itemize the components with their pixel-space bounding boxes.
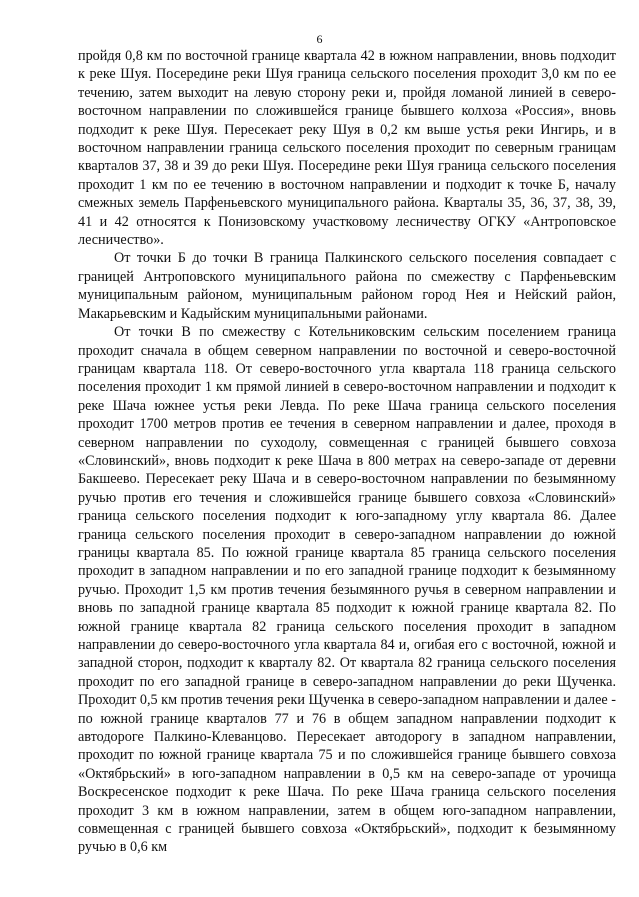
paragraph-continuation: пройдя 0,8 км по восточной границе квартала 42 в южном направлении, вновь подходит к реке Шуя. Посередине реки Шуя граница сельского поселения проходит 3,0 км по ее течению, затем выходит на левую сторону реки и, пройдя ломаной линией в северо-восточном направлении по сложившейся границе бывшего колхоза «Россия», вновь подходит к реке Шуя. Пересекает реку Шуя в 0,2 км выше устья реки Ингирь, и в восточном направлении граница сельского поселения проходит по северным границам кварталов 37, 38 и 39 до реки Шуя. Посередине реки Шуя граница сельского поселения проходит 1 км по ее течению в восточном направлении и подходит к точке Б, началу смежных земель Парфеньевского муниципального района. Кварталы 35, 36, 37, 38, 39, 41 и 42 относятся к Понизовскому участковому лесничеству ОГКУ «Антроповское лесничество». — [78, 48, 616, 249]
page-number: 6 — [316, 32, 323, 46]
body-text — [78, 47, 616, 857]
paragraph-point-b-to-v: От точки Б до точки В граница Палкинского сельского поселения совпадает с границей Антроповского муниципального района по смежеству с Парфеньевским муниципальным районом, муниципальным районом город Нея и Нейский район, Макарьевским и Кадыйским муниципальными районами. — [78, 250, 616, 322]
paragraph-from-point-v: От точки В по смежеству с Котельниковским сельским поселением граница проходит сначала в общем северном направлении по восточной и северо-восточной границам квартала 118. От северо-восточного угла квартала 118 граница сельского поселения проходит 1 км прямой линией в северо-восточном направлении и подходит к реке Шача южнее устья реки Левда. По реке Шача граница сельского поселения проходит 1700 метров против ее течения в северном направлении и далее, проходя в северном направлении по суходолу, совмещенная с границей бывшего совхоза «Словинский», вновь подходит к реке Шача в 800 метрах на северо-западе от деревни Бакшеево. Пересекает реку Шача и в северо-восточном направлении по безымянному ручью против его течения и сложившейся границе бывшего совхоза «Словинский» граница сельского поселения подходит к юго-западному углу квартала 86. Далее граница сельского поселения проходит в северо-западном направлении до южной границы квартала 85. По южной границе квартала 85 граница сельского поселения проходит в западном направлении и по его западной границе подходит к безымянному ручью. Проходит 1,5 км против течения безымянного ручья в северном направлении и вновь по западной границе квартала 85 подходит к южной границе квартала 82. По южной границе квартала 82 граница сельского поселения проходит в западном направлении до северо-восточного угла квартала 84 и, огибая его с восточной, южной и западной сторон, подходит к кварталу 82. От квартала 82 граница сельского поселения проходит по его западной границе в северо-западном направлении до реки Щученка. Проходит 0,5 км против течения реки Щученка в северо-западном направлении и далее - по южной границе кварталов 77 и 76 в общем западном направлении подходит к автодороге Палкино-Клеванцово. Пересекает автодорогу в западном направлении, проходит по южной границе квартала 75 и по сложившейся границе бывшего совхоза «Октябрьский» в юго-западном направлении в 0,5 км на северо-западе от урочища Воскресенское подходит к реке Шача. По реке Шача граница сельского поселения проходит 3 км в южном направлении, затем в общем юго-западном направлении, совмещенная с границей бывшего совхоза «Октябрьский», подходит к безымянному ручью в 0,6 км — [78, 324, 616, 856]
